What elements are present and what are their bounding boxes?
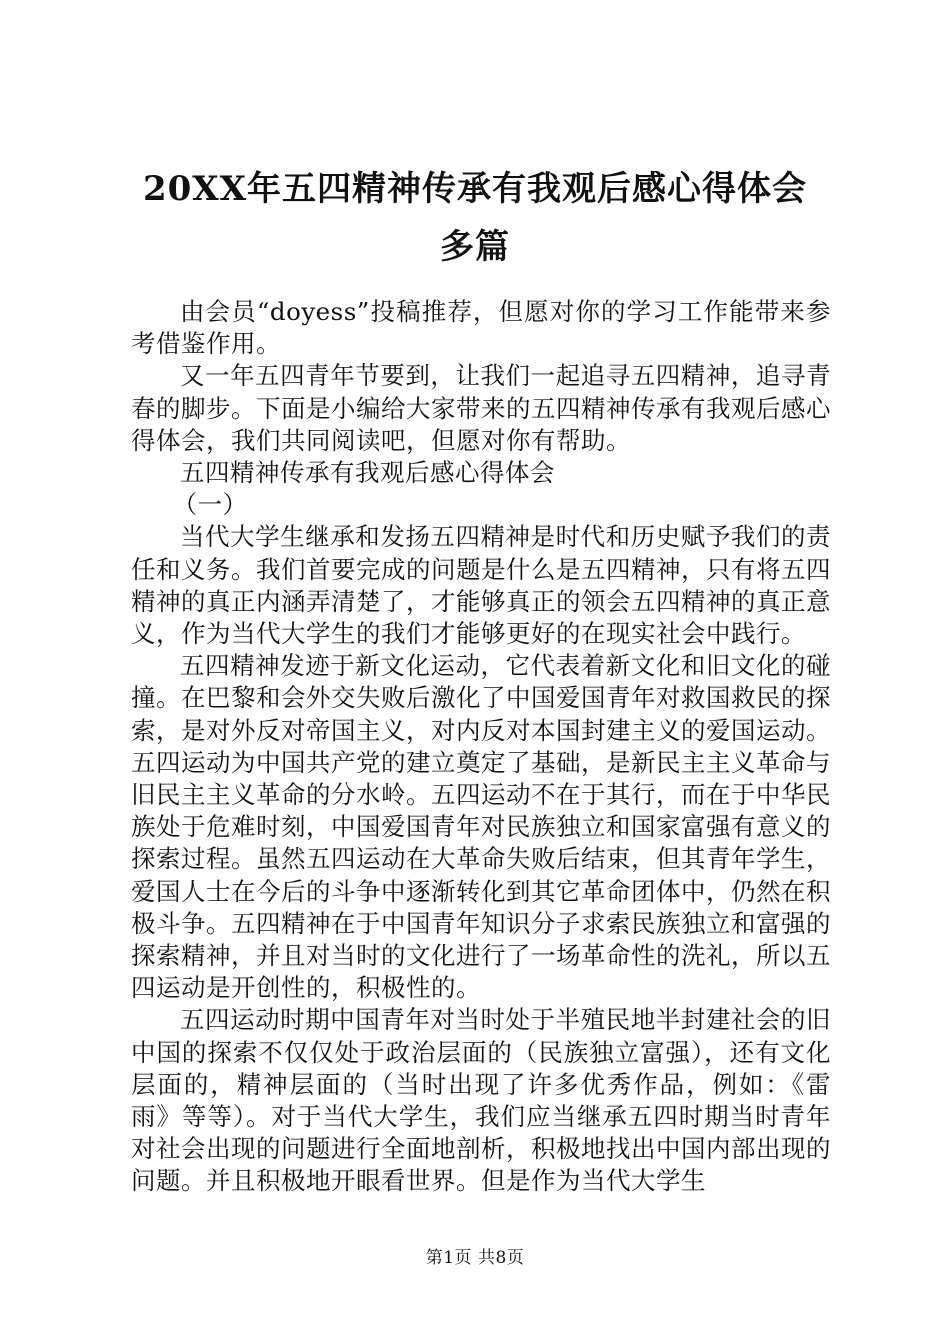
section-heading: 五四精神传承有我观后感心得体会 (180, 458, 555, 488)
body-paragraph: 五四运动时期中国青年对当时处于半殖民地半封建社会的旧中国的探索不仅仅处于政治层面的（民族独立富强），还有文化层面的，精神层面的（当时出现了许多优秀作品，例如：《雷雨》等等）。对于当代大学生，我们应当继承五四时期当时青年对社会出现的问题进行全面地剖析，积极地找出中国内部出现的问题。并且积极地开眼看世界。但是作为当代大学生 (131, 1005, 831, 1196)
page-footer: 第1页 共8页 (425, 1248, 525, 1268)
document-title: 20XX年五四精神传承有我观后感心得体会多篇 (142, 169, 808, 267)
section-number: （一） (172, 490, 248, 520)
document-body (131, 296, 831, 1198)
body-paragraph: 五四精神发迹于新文化运动，它代表着新文化和旧文化的碰撞。在巴黎和会外交失败后激化了中国爱国青年对救国救民的探索，是对外反对帝国主义，对内反对本国封建主义的爱国运动。五四运动为中国共产党的建立奠定了基础，是新民主主义革命与旧民主主义革命的分水岭。五四运动不在于其行，而在于中华民族处于危难时刻，中国爱国青年对民族独立和国家富强有意义的探索过程。虽然五四运动在大革命失败后结束，但其青年学生，爱国人士在今后的斗争中逐渐转化到其它革命团体中，仍然在积极斗争。五四精神在于中国青年知识分子求索民族独立和富强的探索精神，并且对当时的文化进行了一场革命性的洗礼，所以五四运动是开创性的，积极性的。 (131, 651, 831, 1003)
body-paragraph: 当代大学生继承和发扬五四精神是时代和历史赋予我们的责任和义务。我们首要完成的问题是什么是五四精神，只有将五四精神的真正内涵弄清楚了，才能够真正的领会五四精神的真正意义，作为当代大学生的我们才能够更好的在现实社会中践行。 (131, 522, 831, 649)
intro-paragraph: 由会员“doyess”投稿推荐，但愿对你的学习工作能带来参考借鉴作用。 (131, 297, 831, 359)
lead-paragraph: 又一年五四青年节要到，让我们一起追寻五四精神，追寻青春的脚步。下面是小编给大家带来的五四精神传承有我观后感心得体会，我们共同阅读吧，但愿对你有帮助。 (131, 361, 831, 455)
